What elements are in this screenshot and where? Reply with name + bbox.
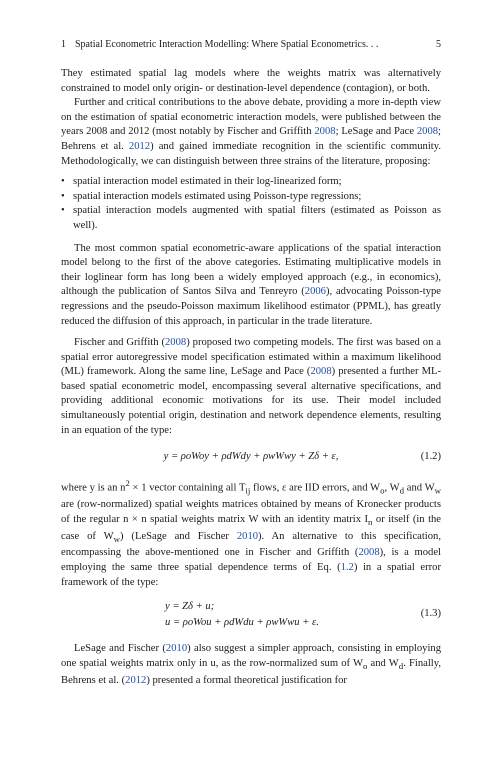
- equation-number: (1.2): [420, 451, 441, 463]
- citation-link[interactable]: 2008: [416, 126, 439, 138]
- paragraph-2: Further and critical contributions to the above debate, providing a more in-depth view on the estimation of spatial econometric interaction models, were published between the years 2008 and 2012 (most notably by Fischer and Griffith 2008; LeSage and Pace 2008; Behrens et al. 2012) and gained immediate recognition in the scientific community. Methodologically, we can distinguish between three strains of the literature, proposing:: [61, 97, 441, 167]
- paragraph-4: Fischer and Griffith (2008) proposed two competing models. The first was based on a spatial error autoregressive model specification estimated within a maximum likelihood (ML) framework. Along the same line, LeSage and Pace (2008) presented a further ML-based spatial econometric model, encompassing several alternative specifications, and providing additional economic motivations for its use. Their model included simultaneously potential origin, destination and network dependence elements, resulting in an equation of the type:: [61, 337, 442, 436]
- citation-link[interactable]: 2012: [128, 140, 151, 152]
- paragraph-6: LeSage and Fischer (2010) also suggest a simpler approach, consisting in employing one spatial weights matrix only in u, as the row-normalized sum of $W_o$ and $W_d$. Finally, Behrens et al. (2012) presented a formal theoretical justification for: [61, 643, 441, 686]
- paragraph-3: The most common spatial econometric-aware applications of the spatial interaction model belong to the first of the above categories. Estimating multiplicative models in their loglinear form has long been a widely employed approach (e.g., in economics), although the publication of Santos Silva and Tenreyro (2006), advocating Poisson-type regressions and the pseudo-Poisson maximum likelihood estimator (PPML), has greatly reduced the diffusion of this approach, in particular in the trade literature.: [61, 242, 441, 327]
- citation-link[interactable]: 2010: [236, 530, 259, 542]
- citation-link[interactable]: 2008: [165, 337, 187, 349]
- citation-link[interactable]: 2012: [125, 674, 147, 686]
- citation-link[interactable]: 2006: [304, 286, 326, 298]
- citation-link[interactable]: 2008: [314, 126, 336, 138]
- list-item: • spatial interaction model estimated in their log-linearized form;: [61, 175, 441, 190]
- paragraph-5: where y is an $n^2 \times 1$ vector containing all $T_{ij}$ flows, ε are IID errors, and $W_o$, $W_d$ and $W_w$ are (row-normalized) spatial weights matrices obtained by means of Kronecker products of the regular n × n spatial weights matrix W with an identity matrix $I_n$ or itself (in the case of $W_w$) (LeSage and Fischer 2010). An alternative to this specification, encompassing the above-mentioned one in Fischer and Griffith (2008), is a model employing the same three spatial dependence terms of Eq. (1.2) in a spatial error framework of the type:: [61, 478, 442, 588]
- equation-body: [165, 599, 319, 631]
- chapter-number: 1: [61, 39, 66, 50]
- paper-page: [61, 38, 441, 688]
- equation-number: (1.3): [420, 608, 441, 620]
- equation-1-2: [61, 446, 441, 468]
- equation-body: y = ρoWoy + ρdWdy + ρwWwy + Zδ + ε,: [163, 451, 339, 463]
- page-number: 5: [436, 39, 441, 50]
- paragraph-1: They estimated spatial lag models where the weights matrix was alternatively constrained to model only origin- or destination-level dependence (contagion), or both.: [61, 68, 441, 94]
- bullet-list: [61, 175, 441, 233]
- list-item: • spatial interaction models estimated using Poisson-type regressions;: [61, 190, 441, 205]
- equation-1-3: [61, 598, 441, 634]
- citation-link[interactable]: 2010: [165, 643, 188, 655]
- running-title: Spatial Econometric Interaction Modelling: Where Spatial Econometrics. . .: [75, 39, 379, 50]
- citation-link[interactable]: 2008: [310, 366, 332, 378]
- equation-line: u = ρoWou + ρdWdu + ρwWwu + ε.: [165, 617, 319, 629]
- citation-link[interactable]: 2008: [358, 547, 380, 559]
- list-item: • spatial interaction models augmented with spatial filters (estimated as Poisson as well).: [61, 204, 441, 233]
- running-header: [61, 38, 441, 52]
- equation-link[interactable]: 1.2: [340, 562, 354, 574]
- equation-line: y = Zδ + u;: [165, 601, 215, 613]
